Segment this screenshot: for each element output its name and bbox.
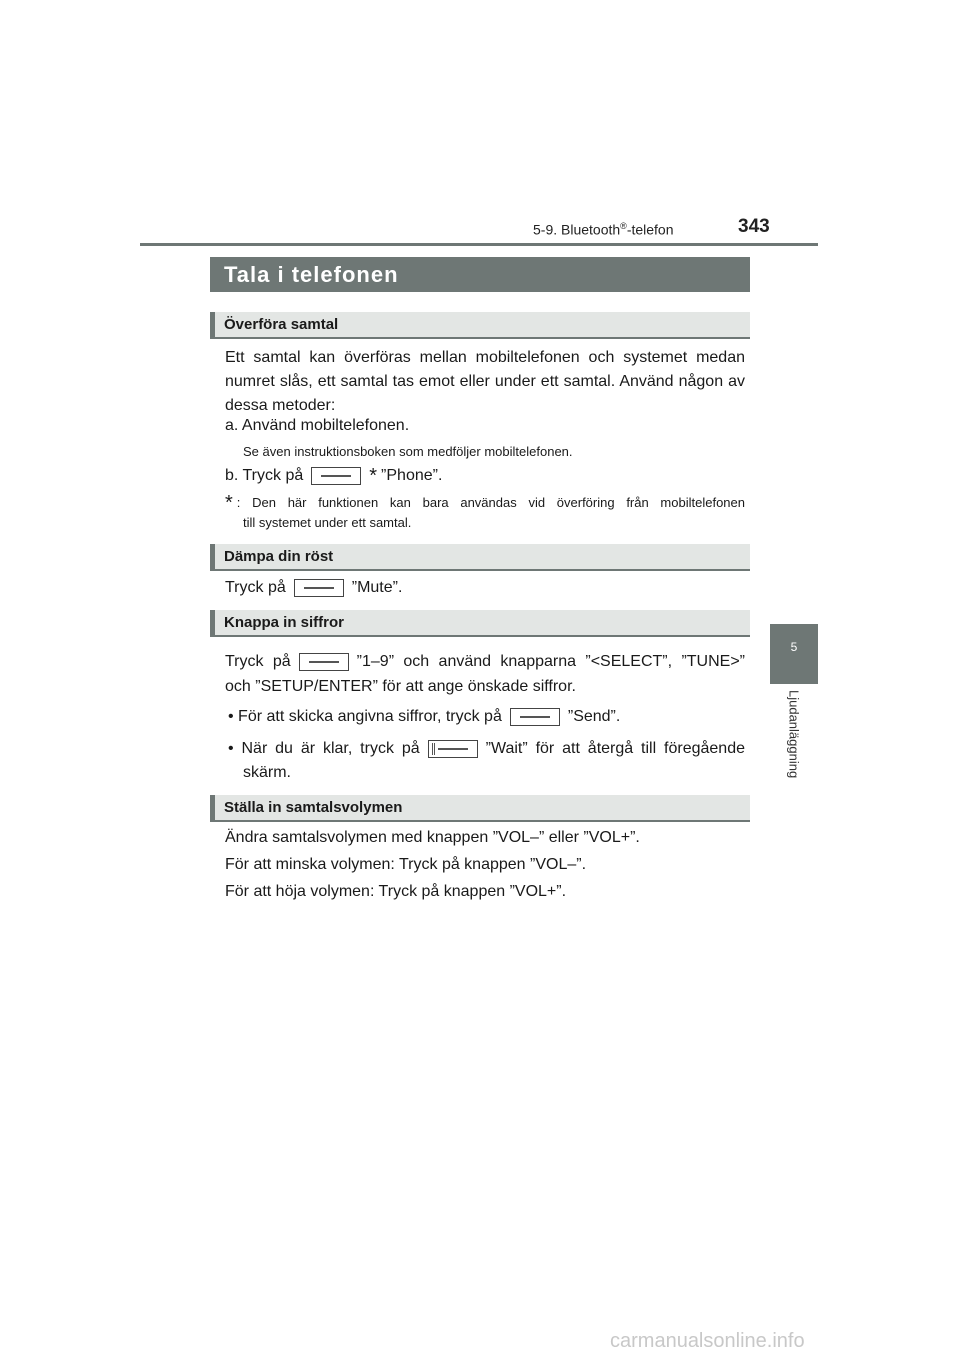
mute-button-icon [294, 579, 344, 597]
chapter-tab [770, 624, 818, 684]
mute-text: Tryck på ”Mute”. [225, 579, 403, 596]
heading-volume: Ställa in samtalsvolymen [210, 795, 750, 822]
keypad-bullet-wait: • När du är klar, tryck på ”Wait” för att återgå till föregående [228, 740, 745, 757]
keypad-bullet-send: • För att skicka angivna siffror, tryck på ”Send”. [228, 708, 621, 725]
volume-line1: Ändra samtalsvolymen med knappen ”VOL–” eller ”VOL+”. [225, 829, 640, 846]
phone-transfer-button-icon [311, 467, 361, 485]
keypad-button-icon [299, 653, 349, 671]
wait-button-icon [428, 740, 478, 758]
heading-keypad: Knappa in siffror [210, 610, 750, 637]
transfer-item-a-note: Se även instruktionsboken som medföljer mobiltelefonen. [243, 444, 573, 459]
transfer-footnote: * : Den här funktionen kan bara användas vid överföring från mobiltelefonen till systemet under ett samtal. [225, 492, 745, 530]
page-number: 343 [738, 216, 770, 237]
transfer-intro: Ett samtal kan överföras mellan mobiltelefonen och systemet medan numret slås, ett samtal tas emot eller under ett samtal. Använd någon av dessa metoder: [225, 349, 745, 414]
heading-transfer-call: Överföra samtal [210, 312, 750, 339]
volume-line2: För att minska volymen: Tryck på knappen ”VOL–”. [225, 856, 587, 873]
keypad-line1: Tryck på ”1–9” och använd knapparna ”<SELECT”, ”TUNE>” [225, 653, 745, 670]
chapter-tab-label: Ljudanläggning [786, 690, 802, 779]
section-breadcrumb: 5-9. Bluetooth®-telefon [533, 221, 674, 238]
transfer-item-b: b. Tryck på * ”Phone”. [225, 465, 443, 487]
watermark: carmanualsonline.info [610, 1330, 805, 1352]
send-button-icon [510, 708, 560, 726]
volume-line3: För att höja volymen: Tryck på knappen ”VOL+”. [225, 883, 567, 900]
transfer-item-a: a. Använd mobiltelefonen. [225, 417, 410, 434]
keypad-bullet-wait-cont: skärm. [243, 764, 291, 781]
header-divider [140, 243, 818, 246]
chapter-tab-number: 5 [790, 640, 798, 654]
keypad-line2: och ”SETUP/ENTER” för att ange önskade siffror. [225, 678, 576, 695]
page-title: Tala i telefonen [210, 257, 750, 292]
heading-mute: Dämpa din röst [210, 544, 750, 571]
